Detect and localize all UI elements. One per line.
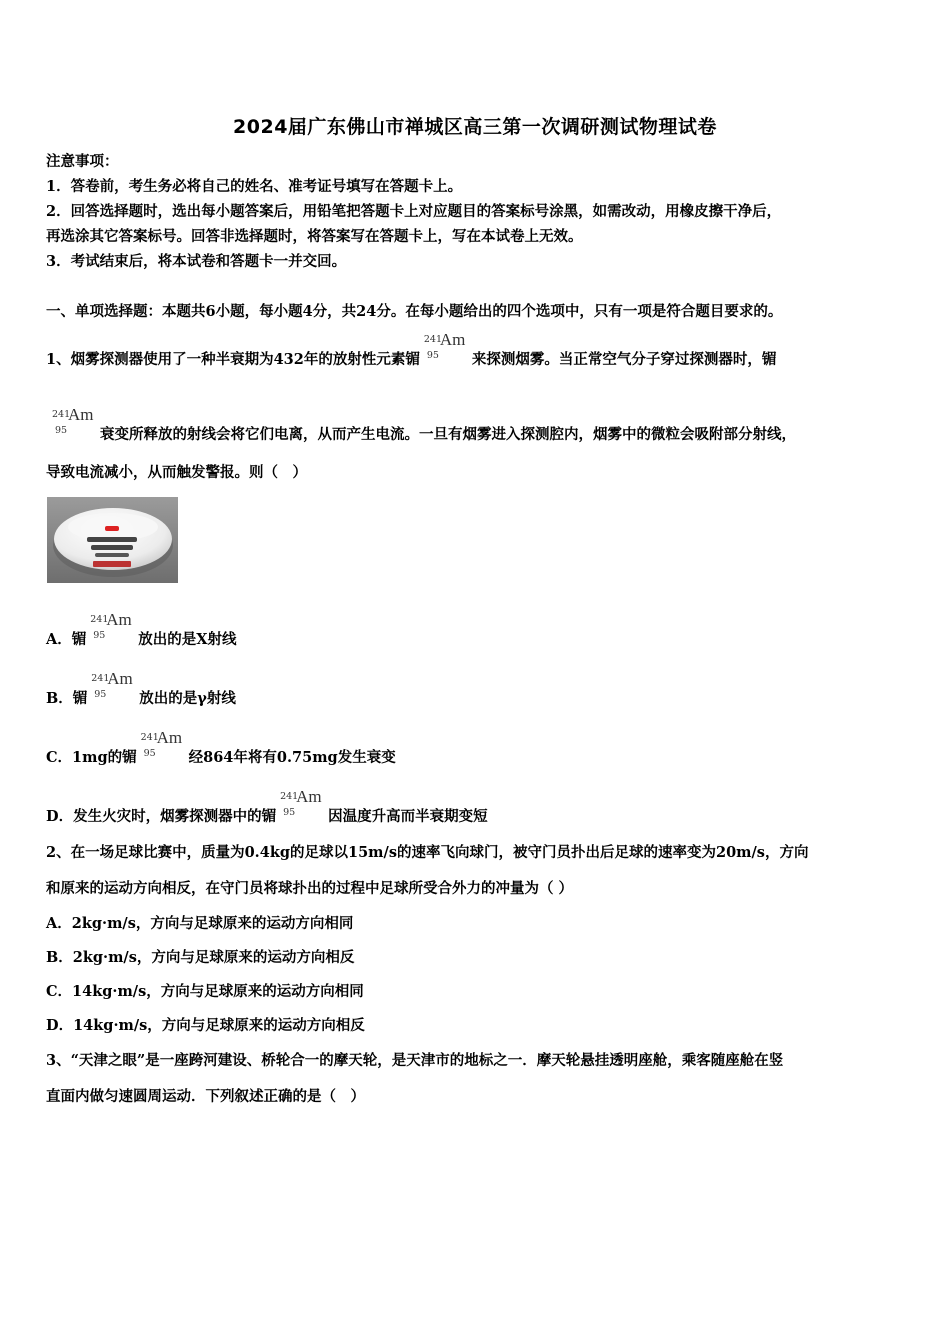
notice-item: 2．回答选择题时，选出每小题答案后，用铅笔把答题卡上对应题目的答案标号涂黑，如需改动，用橡皮擦干净后， xyxy=(46,203,782,220)
option-2-b: B．2kg·m/s，方向与足球原来的运动方向相反 xyxy=(46,949,355,966)
smoke-detector-illustration xyxy=(47,497,178,583)
notice-item: 1．答卷前，考生务必将自己的姓名、准考证号填写在答题卡上。 xyxy=(46,178,463,195)
nuclide-am241: 241 95 Am xyxy=(52,405,94,436)
page-title: 2024届广东佛山市禅城区高三第一次调研测试物理试卷 xyxy=(233,116,717,138)
option-1-b: B．镅 241 95 Am 放出的是γ射线 xyxy=(46,669,236,707)
option-2-c: C．14kg·m/s，方向与足球原来的运动方向相同 xyxy=(46,983,364,1000)
question-2-line-1: 2、在一场足球比赛中，质量为0.4kg的足球以15m/s的速率飞向球门，被守门员扑出后足球的速率变为20m/s，方向 xyxy=(46,844,809,861)
notice-item: 再选涂其它答案标号。回答非选择题时，将答案写在答题卡上，写在本试卷上无效。 xyxy=(46,228,583,245)
option-1-d: D．发生火灾时，烟雾探测器中的镅 241 95 Am 因温度升高而半衰期变短 xyxy=(46,787,488,825)
nuclide-am241: 241 95 Am xyxy=(91,669,133,700)
smoke-detector-image xyxy=(47,497,178,583)
question-1-line-1: 1、烟雾探测器使用了一种半衰期为432年的放射性元素镅 241 95 Am 来探测烟雾。当正常空气分子穿过探测器时，镅 xyxy=(46,330,777,368)
option-1-a: A．镅 241 95 Am 放出的是X射线 xyxy=(46,610,237,648)
question-3-line-1: 3、“天津之眼”是一座跨河建设、桥轮合一的摩天轮，是天津市的地标之一．摩天轮悬挂透明座舱，乘客随座舱在竖 xyxy=(46,1052,784,1069)
question-2-line-2: 和原来的运动方向相反，在守门员将球扑出的过程中足球所受合外力的冲量为（ ） xyxy=(46,880,574,897)
question-1-line-2: 241 95 Am 衰变所释放的射线会将它们电离，从而产生电流。一旦有烟雾进入探测腔内，烟雾中的微粒会吸附部分射线， xyxy=(52,405,796,443)
question-1-line-3: 导致电流减小，从而触发警报。则（ ） xyxy=(46,464,307,481)
nuclide-am241: 241 95 Am xyxy=(140,728,183,759)
notice-item: 3．考试结束后，将本试卷和答题卡一并交回。 xyxy=(46,253,347,270)
nuclide-am241: 241 95 Am xyxy=(90,610,132,641)
section-heading: 一、单项选择题：本题共6小题，每小题4分，共24分。在每小题给出的四个选项中，只有一项是符合题目要求的。 xyxy=(46,303,783,320)
option-1-c: C．1mg的镅 241 95 Am 经864年将有0.75mg发生衰变 xyxy=(46,728,396,766)
nuclide-am241: 241 95 Am xyxy=(423,330,466,361)
question-3-line-2: 直面内做匀速圆周运动．下列叙述正确的是（ ） xyxy=(46,1088,365,1105)
nuclide-am241: 241 95 Am xyxy=(280,787,322,818)
option-2-d: D．14kg·m/s，方向与足球原来的运动方向相反 xyxy=(46,1017,365,1034)
notice-heading: 注意事项： xyxy=(46,153,119,170)
option-2-a: A．2kg·m/s，方向与足球原来的运动方向相同 xyxy=(46,915,354,932)
